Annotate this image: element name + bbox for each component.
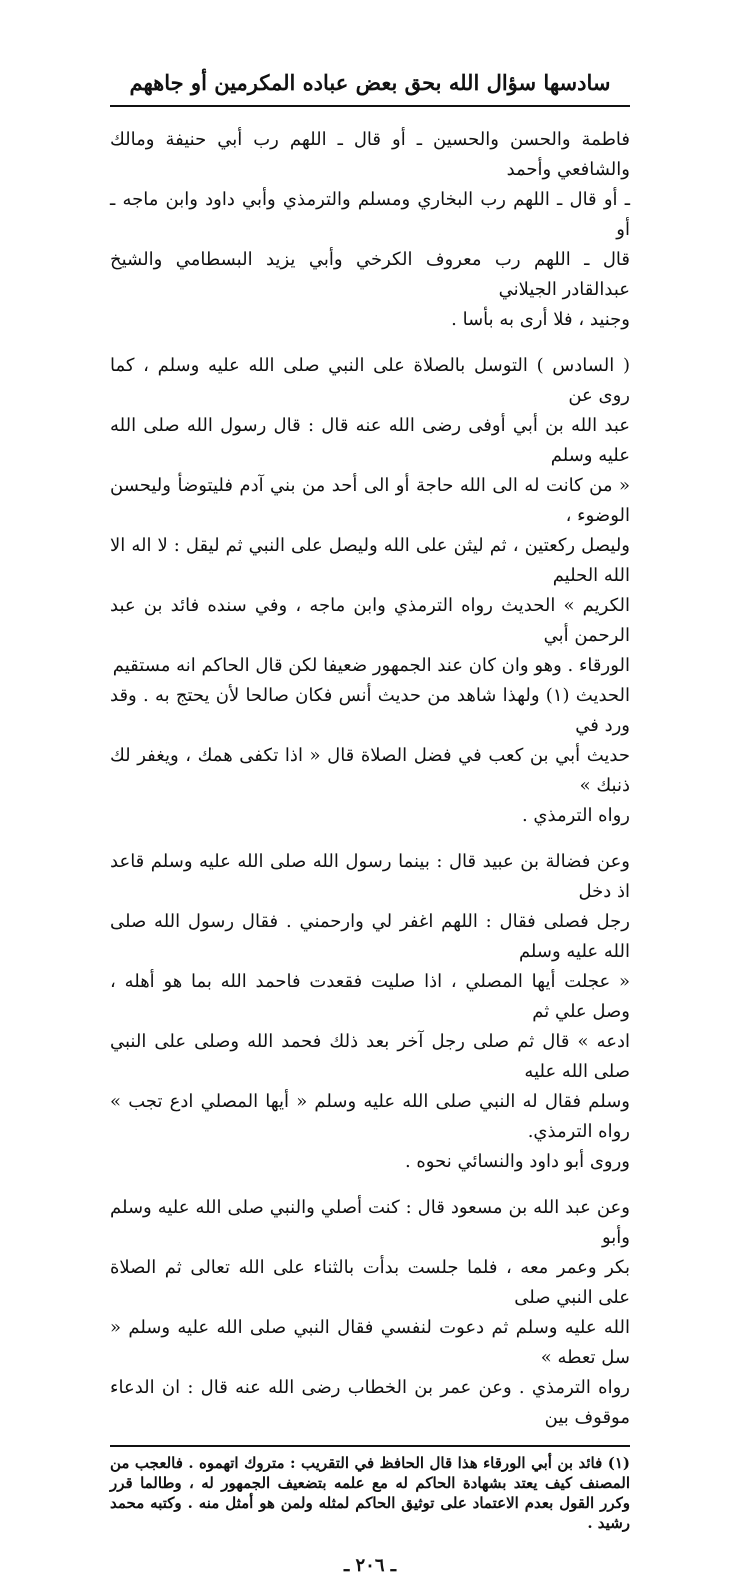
text-line: رواه الترمذي . — [521, 805, 630, 826]
text-line: عبد الله بن أبي أوفى رضى الله عنه قال : قال رسول الله صلى الله عليه وسلم — [110, 415, 630, 466]
body-text — [110, 125, 630, 1433]
text-line: وليصل ركعتين ، ثم ليثن على الله وليصل على النبي ثم ليقل : لا اله الا الله الحليم — [110, 535, 631, 586]
text-line: الكريم » الحديث رواه الترمذي وابن ماجه ، وفي سنده فائد بن عبد الرحمن أبي — [110, 595, 630, 646]
text-line: « عجلت أيها المصلي ، اذا صليت فقعدت فاحمد الله بما هو أهله ، وصل علي ثم — [110, 971, 630, 1022]
text-line: وجنيد ، فلا أرى به بأسا . — [451, 309, 630, 330]
text-line: وسلم فقال له النبي صلى الله عليه وسلم « أيها المصلي ادع تجب » رواه الترمذي. — [110, 1091, 630, 1142]
footnote: (١) فائد بن أبي الورقاء هذا قال الحافظ في التقريب : متروك اتهموه . فالعجب من المصنف كيف يعتد بشهادة الحاكم له مع علمه بتضعيف الجمهور له ، وطالما قرر وكرر القول بعدم الاعتماد على توثيق الحاكم لمثله ولمن هو أمثل منه . وكتبه محمد رشيد . — [110, 1454, 630, 1532]
paragraph-1 — [110, 125, 630, 335]
paragraph-3 — [110, 847, 630, 1177]
text-line: بكر وعمر معه ، فلما جلست بدأت بالثناء على الله تعالى ثم الصلاة على النبي صلى — [110, 1257, 630, 1308]
text-line: « من كانت له الى الله حاجة أو الى أحد من بني آدم فليتوضأ وليحسن الوضوء ، — [110, 475, 630, 526]
text-line: قال ـ اللهم رب معروف الكرخي وأبي يزيد البسطامي والشيخ عبدالقادر الجيلاني — [110, 249, 630, 300]
text-line: الورقاء . وهو وان كان عند الجمهور ضعيفا لكن قال الحاكم انه مستقيم — [112, 655, 630, 676]
text-line: وعن فضالة بن عبيد قال : بينما رسول الله صلى الله عليه وسلم قاعد اذ دخل — [110, 851, 630, 902]
paragraph-4 — [110, 1193, 630, 1433]
text-line: رجل فصلى فقال : اللهم اغفر لي وارحمني . فقال رسول الله صلى الله عليه وسلم — [110, 911, 630, 962]
text-line: رواه الترمذي . وعن عمر بن الخطاب رضى الله عنه قال : ان الدعاء موقوف بين — [110, 1377, 630, 1428]
paragraph-2 — [110, 351, 630, 831]
text-line: الله عليه وسلم ثم دعوت لنفسي فقال النبي صلى الله عليه وسلم « سل تعطه » — [110, 1317, 630, 1368]
running-head: سادسها سؤال الله بحق بعض عباده المكرمين أو جاههم — [110, 70, 630, 107]
text-line: وعن عبد الله بن مسعود قال : كنت أصلي والنبي صلى الله عليه وسلم وأبو — [110, 1197, 630, 1248]
text-line: الحديث (١) ولهذا شاهد من حديث أنس فكان صالحا لأن يحتج به . وقد ورد في — [110, 685, 631, 736]
text-line: ( السادس ) التوسل بالصلاة على النبي صلى الله عليه وسلم ، كما روى عن — [110, 355, 630, 406]
document-page — [110, 70, 630, 1576]
text-line: ـ أو قال ـ اللهم رب البخاري ومسلم والترمذي وأبي داود وابن ماجه ـ أو — [110, 189, 630, 240]
text-line: وروى أبو داود والنسائي نحوه . — [404, 1151, 630, 1172]
footnote-divider — [110, 1445, 630, 1447]
text-line: ادعه » قال ثم صلى رجل آخر بعد ذلك فحمد الله وصلى على النبي صلى الله عليه — [110, 1031, 630, 1082]
page-number: ـ ٢٠٦ ـ — [343, 1555, 397, 1576]
text-line: فاطمة والحسن والحسين ـ أو قال ـ اللهم رب أبي حنيفة ومالك والشافعي وأحمد — [110, 129, 630, 180]
text-line: حديث أبي بن كعب في فضل الصلاة قال « اذا تكفى همك ، ويغفر لك ذنبك » — [110, 745, 630, 796]
